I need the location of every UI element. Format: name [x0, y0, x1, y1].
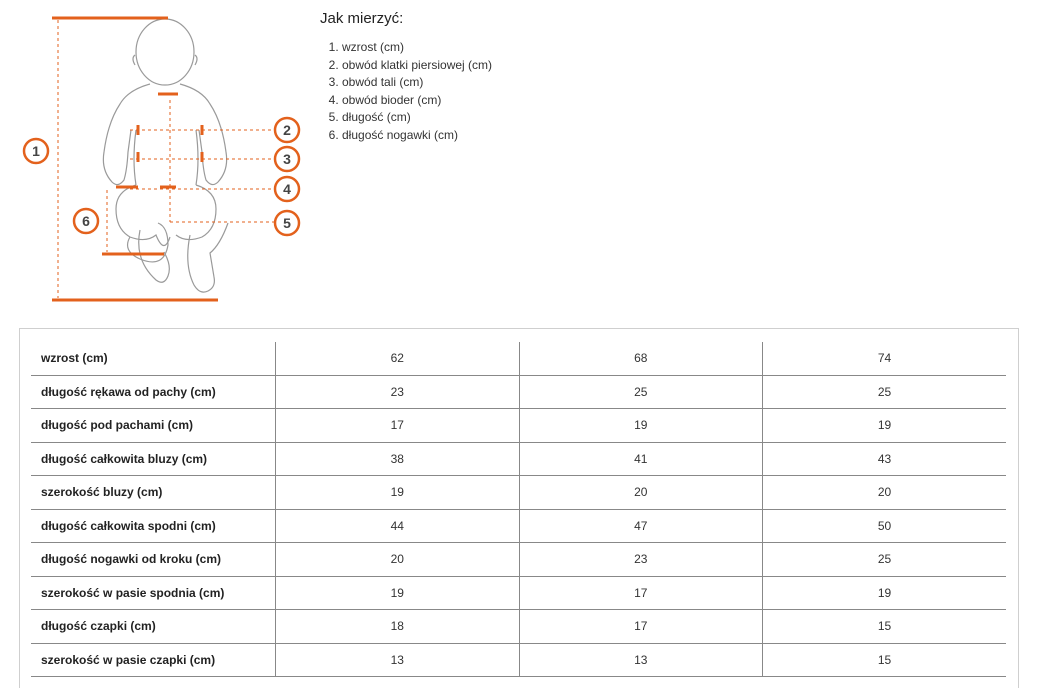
row-value: 19 — [276, 576, 520, 610]
row-value: 38 — [276, 442, 520, 476]
row-value: 13 — [519, 643, 763, 677]
row-value: 23 — [519, 543, 763, 577]
size-table — [31, 342, 1006, 677]
row-value: 17 — [519, 610, 763, 644]
marker-label-3: 3 — [283, 151, 291, 167]
table-row — [31, 342, 1006, 375]
row-value: 25 — [763, 543, 1007, 577]
row-value: 19 — [519, 409, 763, 443]
row-value: 20 — [276, 543, 520, 577]
table-row — [31, 476, 1006, 510]
row-value: 74 — [763, 342, 1007, 375]
row-value: 19 — [763, 576, 1007, 610]
howto-item: 6. długość nogawki (cm) — [342, 127, 492, 145]
marker-label-4: 4 — [283, 181, 291, 197]
measure-markers — [24, 118, 299, 235]
row-value: 15 — [763, 643, 1007, 677]
row-value: 17 — [519, 576, 763, 610]
marker-label-2: 2 — [283, 122, 291, 138]
howto-item: 5. długość (cm) — [342, 109, 492, 127]
marker-label-5: 5 — [283, 215, 291, 231]
row-label: długość pod pachami (cm) — [31, 409, 276, 443]
row-label: długość całkowita spodni (cm) — [31, 509, 276, 543]
howto-item: 1. wzrost (cm) — [342, 39, 492, 57]
row-value: 19 — [763, 409, 1007, 443]
table-row — [31, 409, 1006, 443]
row-value: 25 — [519, 375, 763, 409]
howto-item: 4. obwód bioder (cm) — [342, 92, 492, 110]
row-value: 62 — [276, 342, 520, 375]
row-value: 25 — [763, 375, 1007, 409]
how-to-measure — [320, 10, 492, 144]
row-label: długość rękawa od pachy (cm) — [31, 375, 276, 409]
howto-item: 3. obwód tali (cm) — [342, 74, 492, 92]
row-value: 68 — [519, 342, 763, 375]
row-value: 41 — [519, 442, 763, 476]
row-value: 44 — [276, 509, 520, 543]
row-label: szerokość w pasie czapki (cm) — [31, 643, 276, 677]
row-label: wzrost (cm) — [31, 342, 276, 375]
marker-label-6: 6 — [82, 213, 90, 229]
row-value: 43 — [763, 442, 1007, 476]
table-row — [31, 610, 1006, 644]
table-row — [31, 375, 1006, 409]
table-row — [31, 576, 1006, 610]
row-label: długość czapki (cm) — [31, 610, 276, 644]
row-label: długość całkowita bluzy (cm) — [31, 442, 276, 476]
baby-measurement-figure — [0, 0, 330, 320]
row-value: 13 — [276, 643, 520, 677]
howto-title: Jak mierzyć: — [320, 10, 404, 27]
table-row — [31, 509, 1006, 543]
table-row — [31, 442, 1006, 476]
row-value: 20 — [763, 476, 1007, 510]
baby-outline — [103, 19, 228, 292]
row-value: 50 — [763, 509, 1007, 543]
row-label: szerokość bluzy (cm) — [31, 476, 276, 510]
table-row — [31, 643, 1006, 677]
row-value: 15 — [763, 610, 1007, 644]
row-value: 47 — [519, 509, 763, 543]
row-value: 19 — [276, 476, 520, 510]
row-value: 23 — [276, 375, 520, 409]
row-value: 17 — [276, 409, 520, 443]
table-row — [31, 543, 1006, 577]
howto-list — [320, 39, 492, 144]
row-value: 20 — [519, 476, 763, 510]
marker-label-1: 1 — [32, 143, 40, 159]
row-label: długość nogawki od kroku (cm) — [31, 543, 276, 577]
howto-item: 2. obwód klatki piersiowej (cm) — [342, 57, 492, 75]
row-label: szerokość w pasie spodnia (cm) — [31, 576, 276, 610]
row-value: 18 — [276, 610, 520, 644]
